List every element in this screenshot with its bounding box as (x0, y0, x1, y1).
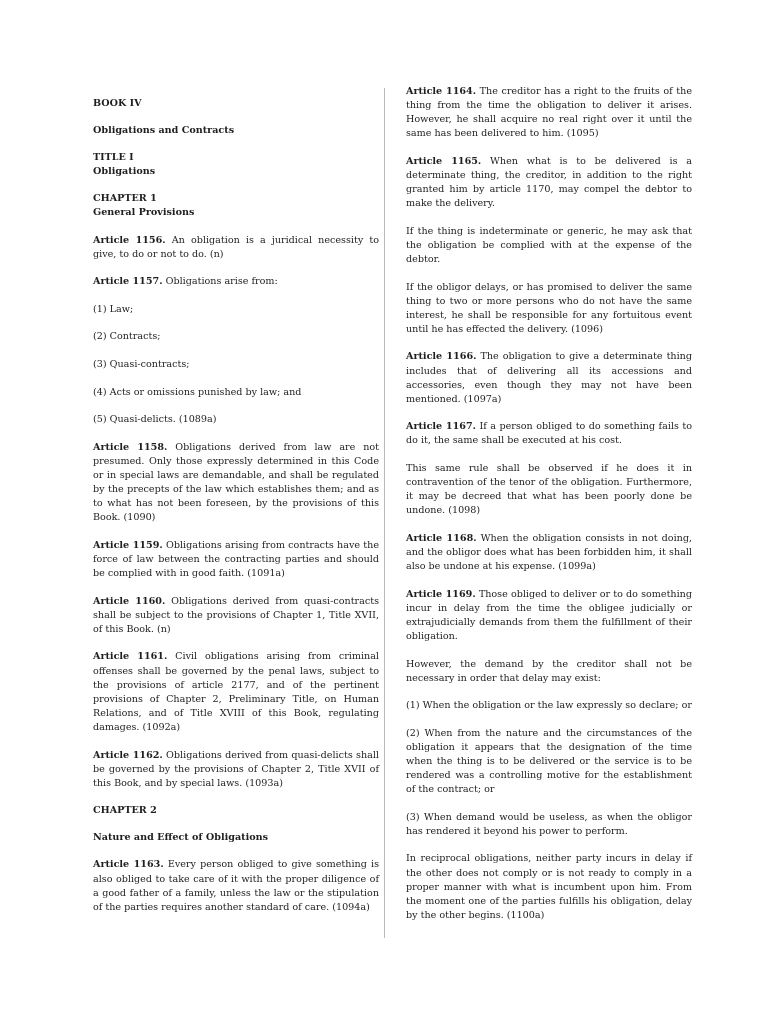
article-number: Article 1157. (93, 276, 163, 288)
list-item-text: (3) When demand would be useless, as when the obligor has rendered it beyond his power to perform. (406, 811, 692, 837)
article-number: Article 1165. (406, 155, 482, 167)
article-number: Article 1161. (93, 651, 168, 663)
article-number: Article 1160. (93, 595, 166, 607)
article-1159 (93, 539, 379, 581)
article-1156 (93, 234, 379, 262)
article-1167 (406, 420, 692, 448)
article-number: Article 1163. (93, 859, 164, 871)
right-column (406, 85, 692, 936)
article-number: Article 1158. (93, 441, 168, 453)
paragraph-text: However, the demand by the creditor shall not be necessary in order that delay may exist: (406, 658, 692, 684)
article-1158 (93, 441, 379, 526)
paragraph-same-rule (406, 462, 692, 518)
chapter-1-name: General Provisions (93, 207, 195, 219)
paragraph-demand (406, 658, 692, 686)
article-number: Article 1159. (93, 539, 163, 551)
paragraph-indeterminate (406, 225, 692, 267)
list-item-text: (1) When the obligation or the law expressly so declare; or (406, 700, 692, 712)
article-text: Obligations derived from quasi-contracts shall be subject to the provisions of Chapter 1, Title XVII, of this Book. (n) (93, 595, 380, 635)
left-column (93, 97, 379, 928)
article-text: Every person obliged to give something is also obliged to take care of it with the proper diligence of a good father of a family, unless the law or the stipulation of the parties requires another standard of care. (1094a) (93, 859, 379, 913)
article-text: The creditor has a right to the fruits of the thing from the time the obligation to deliver it arises. However, he shall acquire no real right over it until the same has been delivered to him. (1095) (406, 86, 693, 140)
list-item-law (93, 303, 379, 317)
list-item-quasi-contracts (93, 358, 379, 372)
article-1169 (406, 588, 692, 644)
chapter-1-label: CHAPTER 1 (93, 193, 157, 205)
article-1166 (406, 350, 692, 406)
article-number: Article 1162. (93, 749, 163, 761)
article-number: Article 1164. (406, 86, 477, 97)
article-text: An obligation is a juridical necessity to give, to do or not to do. (n) (93, 234, 379, 260)
chapter-2-name: Nature and Effect of Obligations (93, 832, 269, 844)
article-text: When what is to be delivered is a determinate thing, the creditor, in addition to the right granted him by article 1170, may compel the debtor to make the delivery. (406, 155, 692, 210)
article-1160 (93, 595, 379, 637)
article-1162 (93, 749, 379, 791)
title-label: TITLE I (93, 152, 134, 164)
list-item-text: (3) Quasi-contracts; (93, 359, 190, 371)
article-number: Article 1156. (93, 234, 166, 246)
list-item-text: (2) When from the nature and the circumstances of the obligation it appears that the designation of the time when the thing is to be delivered or the service is to be rendered was a controlling motive for the establishment of the contract; or (406, 727, 692, 796)
paragraph-text: If the thing is indeterminate or generic, he may ask that the obligation be complied with at the expense of the debtor. (406, 225, 692, 265)
article-1157 (93, 275, 379, 289)
list-item-text: (2) Contracts; (93, 331, 161, 343)
article-text: Obligations arising from contracts have the force of law between the contracting parties and should be complied with in good faith. (1091a) (93, 539, 379, 580)
article-number: Article 1167. (406, 421, 476, 433)
article-1165 (406, 155, 692, 211)
list-item-demand-useless (406, 811, 692, 839)
list-item-controlling-motive (406, 727, 692, 797)
list-item-text: (1) Law; (93, 303, 134, 315)
article-text: Those obliged to deliver or to do something incur in delay from the time the obligee judicially or extrajudicially demands from them the fulfillment of their obligation. (406, 588, 693, 642)
paragraph-text: In reciprocal obligations, neither party incurs in delay if the other does not comply or is not ready to comply in a proper manner with what is incumbent upon him. From the moment one of the parties fulfills his obligation, delay by the other begins. (1100a) (406, 853, 692, 921)
title-name: Obligations (93, 166, 156, 178)
article-1163 (93, 858, 379, 914)
article-1161 (93, 650, 379, 735)
paragraph-text: If the obligor delays, or has promised to deliver the same thing to two or more persons who do not have the same interest, he shall be responsible for any fortuitous event until he has effected the delivery. (1096) (406, 281, 692, 335)
article-text: The obligation to give a determinate thing includes that of delivering all its accessions and accessories, even though they may not have been mentioned. (1097a) (406, 351, 693, 405)
list-item-acts-omissions (93, 386, 379, 400)
article-number: Article 1168. (406, 532, 477, 544)
list-item-contracts (93, 330, 379, 344)
list-item-expressly-declare (406, 699, 692, 713)
article-text: When the obligation consists in not doing, and the obligor does what has been forbidden him, it shall also be undone at his expense. (1099a) (406, 532, 693, 573)
article-text: Obligations derived from law are not presumed. Only those expressly determined in this Code or in special laws are demandable, and shall be regulated by the precepts of the law which establishes them; and as to what has not been foreseen, by the provisions of this Book. (1090) (93, 441, 380, 524)
paragraph-reciprocal-obligations (406, 852, 692, 922)
article-1164 (406, 85, 692, 141)
list-item-quasi-delicts (93, 413, 379, 427)
article-text: Obligations arise from: (162, 276, 278, 288)
article-text: Civil obligations arising from criminal offenses shall be governed by the penal laws, subject to the provisions of article 2177, and of the pertinent provisions of Chapter 2, Preliminary Title, on Human Relations, and of Title XVIII of this Book, regulating damages. (1092a) (93, 651, 379, 733)
article-1168 (406, 532, 692, 574)
list-item-text: (5) Quasi-delicts. (1089a) (93, 414, 217, 426)
chapter-2-label: CHAPTER 2 (93, 805, 157, 817)
article-text: If a person obliged to do something fails to do it, the same shall be executed at his cost. (406, 421, 692, 447)
book-heading: BOOK IV (93, 98, 142, 109)
paragraph-text: This same rule shall be observed if he does it in contravention of the tenor of the obligation. Furthermore, it may be decreed that what has been poorly done be undone. (1098) (406, 462, 692, 517)
article-number: Article 1166. (406, 351, 477, 363)
list-item-text: (4) Acts or omissions punished by law; and (93, 386, 302, 398)
column-divider (384, 88, 385, 938)
article-text: Obligations derived from quasi-delicts shall be governed by the provisions of Chapter 2, Title XVII of this Book, and by special laws. (1093a) (93, 749, 380, 789)
article-number: Article 1169. (406, 588, 476, 600)
paragraph-obligor-delays (406, 281, 692, 337)
book-title: Obligations and Contracts (93, 125, 235, 137)
